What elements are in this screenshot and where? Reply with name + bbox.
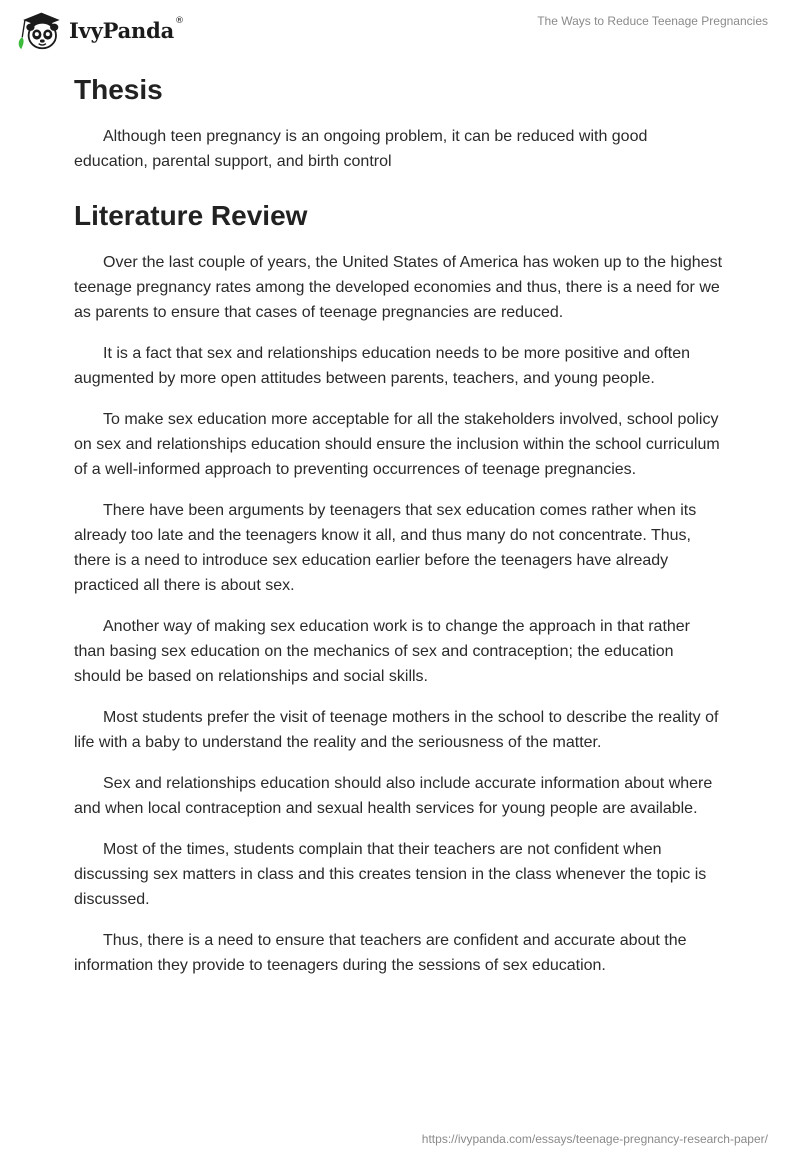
paragraph: To make sex education more acceptable for all the stakeholders involved, school policy on sex and relationships education should ensure the inclusion within the school curriculum of a well-informed approach to preventing occurrences of teenage pregnancies. (74, 411, 720, 478)
paragraph: Most students prefer the visit of teenage mothers in the school to describe the reality of life with a baby to understand the reality and the seriousness of the matter. (74, 709, 719, 751)
page-header (0, 0, 800, 60)
paragraph: Over the last couple of years, the United States of America has woken up to the highest teenage pregnancy rates among the developed economies and thus, there is a need for we as parents to ensure that cases of teenage pregnancies are reduced. (74, 254, 723, 321)
paragraph: It is a fact that sex and relationships education needs to be more positive and often augmented by more open attitudes between parents, teachers, and young people. (74, 345, 691, 387)
panda-graduate-icon (14, 8, 67, 52)
paragraph: Although teen pregnancy is an ongoing problem, it can be reduced with good education, parental support, and birth control (74, 128, 648, 170)
paragraph: Another way of making sex education work is to change the approach in that rather than basing sex education on the mechanics of sex and contraception; the education should be based on relationships and social skills. (74, 618, 691, 685)
heading-thesis: Thesis (74, 74, 163, 105)
brand-name: IvyPanda (68, 17, 174, 43)
paragraph: There have been arguments by teenagers that sex education comes rather when its already too late and the teenagers know it all, and thus many do not concentrate. Thus, there is a need to introduce sex education earlier before the teenagers have already practiced all there is about sex. (74, 502, 697, 594)
paragraph: Sex and relationships education should also include accurate information about where and when local contraception and sexual health services for young people are available. (74, 775, 713, 817)
source-url[interactable]: https://ivypanda.com/essays/teenage-pregnancy-research-paper/ (421, 1132, 768, 1146)
running-title: The Ways to Reduce Teenage Pregnancies (537, 14, 768, 28)
registered-mark: ® (175, 16, 184, 26)
paragraph: Most of the times, students complain that their teachers are not confident when discussing sex matters in class and this creates tension in the class whenever the topic is discussed. (74, 841, 707, 908)
paragraph: Thus, there is a need to ensure that teachers are confident and accurate about the information they provide to teenagers during the sessions of sex education. (74, 932, 687, 974)
heading-literature-review: Literature Review (74, 200, 308, 231)
essay-content (74, 70, 724, 994)
ivypanda-logo[interactable] (14, 8, 184, 52)
